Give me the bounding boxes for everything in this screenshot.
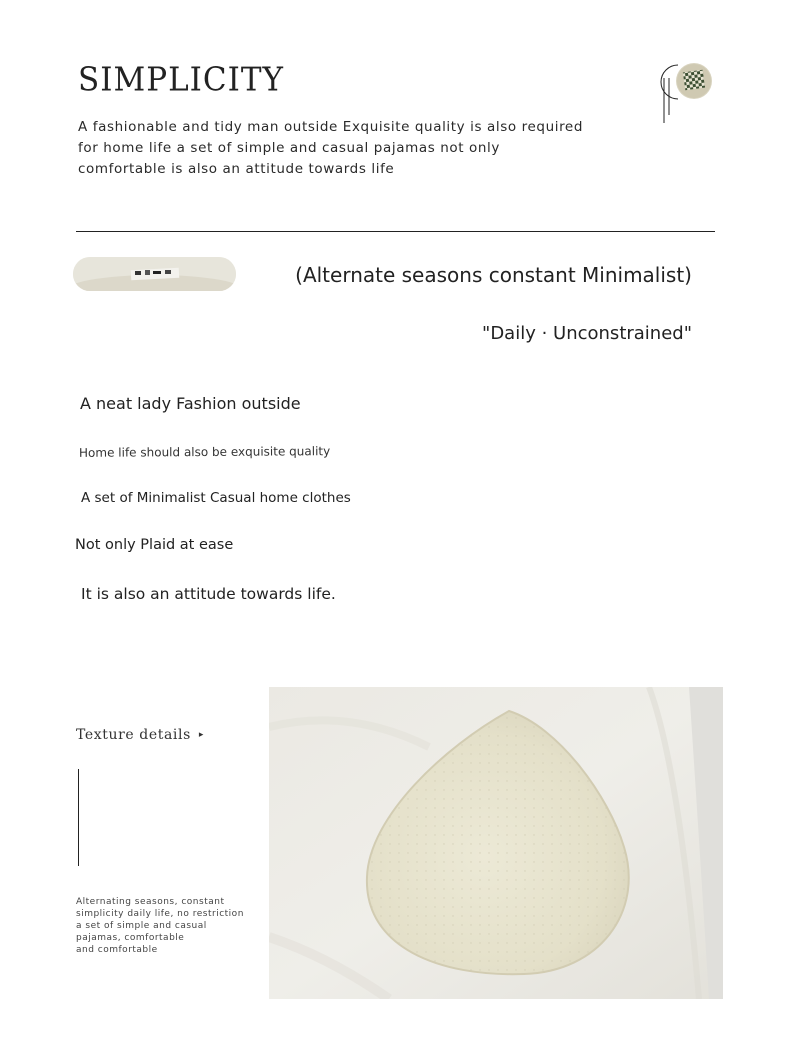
fabric-pad-photo [269, 687, 723, 999]
intro-line: comfortable is also an attitude towards life [78, 161, 395, 177]
texture-label-text: Texture details [76, 727, 191, 743]
monogram-plaid-circle-icon [650, 60, 720, 130]
tagline-2: Home life should also be exquisite quality [78, 444, 331, 460]
page-title: SIMPLICITY [78, 61, 285, 99]
texture-description [76, 896, 251, 956]
tagline-3: A set of Minimalist Casual home clothes [81, 490, 351, 506]
section-heading: (Alternate seasons constant Minimalist) [295, 263, 692, 287]
description-line: a set of simple and casual [76, 921, 207, 931]
triangle-right-icon: ▸ [198, 730, 204, 740]
intro-text [78, 117, 618, 180]
intro-line: for home life a set of simple and casual pajamas not only [78, 140, 500, 156]
tagline-1: A neat lady Fashion outside [80, 394, 301, 413]
intro-line: A fashionable and tidy man outside Exquisite quality is also required [78, 119, 584, 135]
vertical-divider [78, 769, 79, 866]
description-line: and comfortable [76, 945, 158, 955]
description-line: Alternating seasons, constant [76, 897, 225, 907]
texture-details-label [76, 727, 204, 743]
divider [76, 231, 715, 232]
description-line: pajamas, comfortable [76, 933, 185, 943]
tagline-5: It is also an attitude towards life. [81, 585, 336, 603]
tagline-4: Not only Plaid at ease [75, 537, 234, 553]
product-thumbnail [73, 257, 236, 291]
section-subheading: "Daily · Unconstrained" [482, 323, 692, 344]
description-line: simplicity daily life, no restriction [76, 909, 244, 919]
